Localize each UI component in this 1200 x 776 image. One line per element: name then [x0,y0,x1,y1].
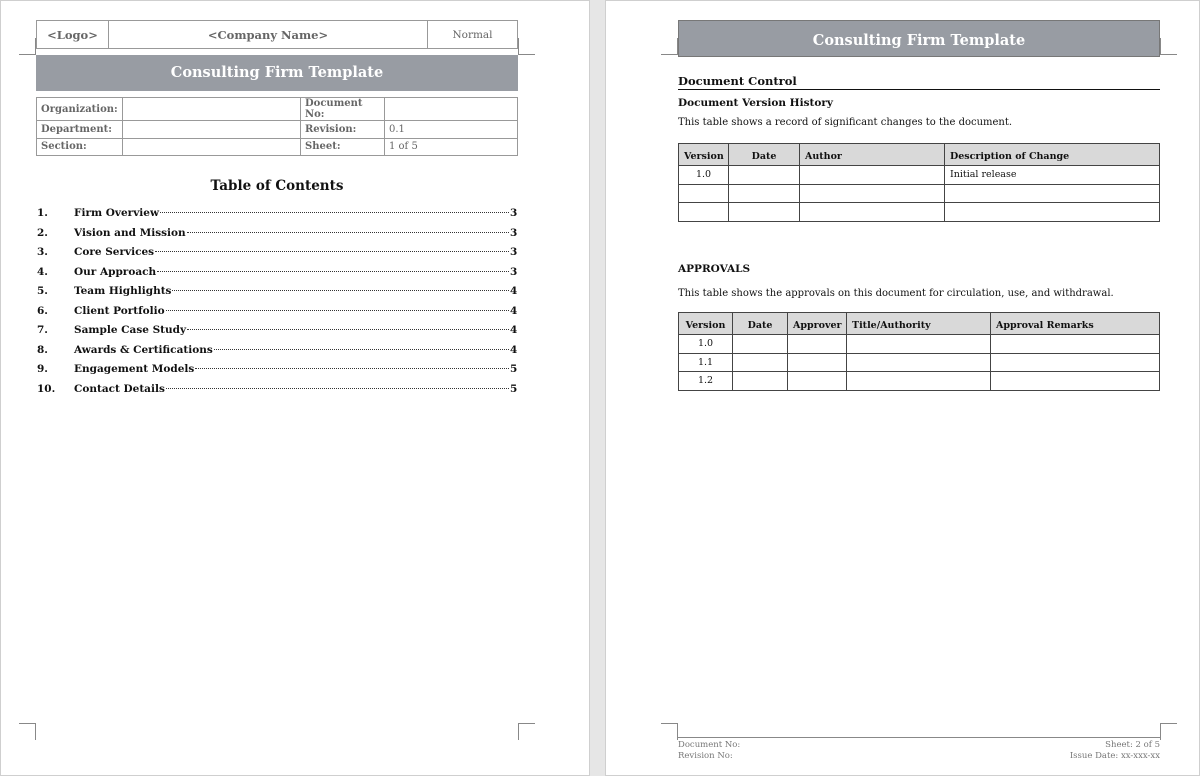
toc-title[interactable]: Team Highlights [74,285,172,297]
toc-leader [214,349,509,350]
table-cell[interactable] [788,335,847,354]
toc-page-number: 4 [510,343,518,356]
style-label: Normal [428,21,518,49]
toc-number: 5. [37,285,48,297]
toc-heading: Table of Contents [210,178,344,194]
toc-entry[interactable] [37,305,517,325]
version-history-table [678,143,1160,222]
toc-page-number: 3 [510,207,518,219]
info-row [37,121,518,139]
crop-mark-top-left [19,38,36,55]
crop-mark-top-right [1160,38,1177,55]
table-row [679,372,1160,391]
table-header-cell: Title/Authority [847,313,991,335]
company-name-placeholder: <Company Name> [109,21,428,49]
toc-number: 3. [37,246,48,258]
toc-leader [160,212,509,213]
info-label: Section: [37,138,123,156]
table-cell[interactable] [729,184,800,203]
table-cell[interactable] [800,203,945,222]
approvals-table [678,312,1160,391]
info-row [37,98,518,121]
toc-entry[interactable] [37,324,517,344]
toc-page-number: 4 [510,285,518,297]
table-row [679,203,1160,222]
document-info-table [36,97,518,156]
info-label: Document No: [301,98,385,121]
toc-title[interactable]: Firm Overview [74,207,160,219]
toc-page-number: 3 [510,246,518,258]
toc-number: 6. [37,304,48,317]
table-cell[interactable] [733,353,788,372]
toc-title[interactable]: Our Approach [74,265,157,278]
table-cell[interactable] [679,184,729,203]
crop-mark-top-right [518,38,535,55]
toc-leader [172,290,509,291]
footer-sheet: Sheet: 2 of 5 [1105,740,1160,750]
logo-placeholder: <Logo> [37,21,109,49]
toc-number: 8. [37,343,48,356]
table-cell[interactable] [679,203,729,222]
toc-title[interactable]: Client Portfolio [74,304,165,317]
toc-number: 7. [37,324,48,336]
table-cell[interactable] [729,203,800,222]
table-header-cell: Date [733,313,788,335]
table-cell[interactable] [991,353,1160,372]
toc-leader [187,232,509,233]
table-header-cell: Approver [788,313,847,335]
table-cell[interactable] [733,335,788,354]
toc-entry[interactable] [37,246,517,266]
info-value [122,98,300,121]
table-cell[interactable] [847,335,991,354]
info-value [122,138,300,156]
crop-mark-bottom-left [19,723,36,740]
table-cell[interactable] [945,184,1160,203]
toc-entry[interactable] [37,363,517,383]
toc-page-number: 5 [510,382,518,395]
toc-title[interactable]: Sample Case Study [74,324,187,336]
table-cell[interactable] [945,203,1160,222]
table-header-cell: Description of Change [945,144,1160,166]
table-header-cell: Author [800,144,945,166]
crop-mark-bottom-right [518,723,535,740]
page-footer [678,737,1160,762]
crop-mark-bottom-right [1160,723,1177,740]
toc-page-number: 3 [510,226,518,239]
document-control-heading: Document Control [678,74,1160,90]
info-label: Organization: [37,98,123,121]
table-row [679,335,1160,354]
table-cell[interactable] [800,184,945,203]
table-cell[interactable] [733,372,788,391]
toc-page-number: 4 [510,304,518,317]
info-value [385,98,518,121]
table-cell[interactable]: 1.2 [679,372,733,391]
table-of-contents [37,207,517,402]
approvals-description: This table shows the approvals on this document for circulation, use, and withdrawal. [678,288,1114,299]
page-2 [605,0,1200,776]
table-row [679,353,1160,372]
toc-leader [166,388,509,389]
table-header-cell: Version [679,313,733,335]
table-cell[interactable] [991,335,1160,354]
toc-page-number: 4 [510,324,518,336]
info-value [122,121,300,139]
table-cell[interactable]: 1.1 [679,353,733,372]
toc-entry[interactable] [37,285,517,305]
footer-revision-no: Revision No: [678,751,733,761]
toc-title[interactable]: Core Services [74,246,155,258]
toc-leader [166,310,509,311]
crop-mark-top-left [661,38,678,55]
toc-leader [157,271,509,272]
table-cell[interactable]: 1.0 [679,335,733,354]
toc-leader [187,329,509,330]
table-cell[interactable] [729,166,800,185]
table-cell[interactable] [788,372,847,391]
table-cell[interactable] [847,353,991,372]
toc-leader [155,251,509,252]
toc-entry[interactable] [37,383,517,403]
table-cell[interactable] [800,166,945,185]
info-label: Revision: [301,121,385,139]
table-cell[interactable] [991,372,1160,391]
info-label: Sheet: [301,138,385,156]
table-header-cell: Date [729,144,800,166]
info-row [37,138,518,156]
info-value: 0.1 [385,121,518,139]
table-header-cell: Approval Remarks [991,313,1160,335]
approvals-heading: APPROVALS [678,263,751,275]
table-row [679,184,1160,203]
table-cell[interactable]: 1.0 [679,166,729,185]
toc-entry[interactable] [37,344,517,364]
toc-entry[interactable] [37,266,517,286]
table-header-cell: Version [679,144,729,166]
toc-entry[interactable] [37,207,517,227]
footer-document-no: Document No: [678,740,741,750]
page-1 [0,0,590,776]
toc-number: 10. [37,382,56,395]
toc-title[interactable]: Engagement Models [74,363,195,375]
header-table [36,20,518,49]
page-title: Consulting Firm Template [36,55,518,91]
toc-leader [195,368,509,369]
footer-issue-date: Issue Date: xx-xxx-xx [1069,751,1160,761]
info-label: Department: [37,121,123,139]
toc-page-number: 5 [510,363,518,375]
toc-number: 1. [37,207,48,219]
version-history-heading: Document Version History [678,97,833,109]
table-cell[interactable]: Initial release [945,166,1160,185]
crop-mark-bottom-left [661,723,678,740]
toc-page-number: 3 [510,265,518,278]
toc-title[interactable]: Awards & Certifications [74,343,213,356]
table-cell[interactable] [847,372,991,391]
info-value: 1 of 5 [385,138,518,156]
toc-entry[interactable] [37,227,517,247]
table-cell[interactable] [788,353,847,372]
toc-number: 2. [37,226,48,239]
page-title: Consulting Firm Template [678,20,1160,57]
toc-title[interactable]: Contact Details [74,382,165,395]
toc-title[interactable]: Vision and Mission [74,226,186,239]
version-history-description: This table shows a record of significant changes to the document. [678,117,1013,128]
toc-number: 9. [37,363,48,375]
toc-number: 4. [37,265,48,278]
table-row [679,166,1160,185]
